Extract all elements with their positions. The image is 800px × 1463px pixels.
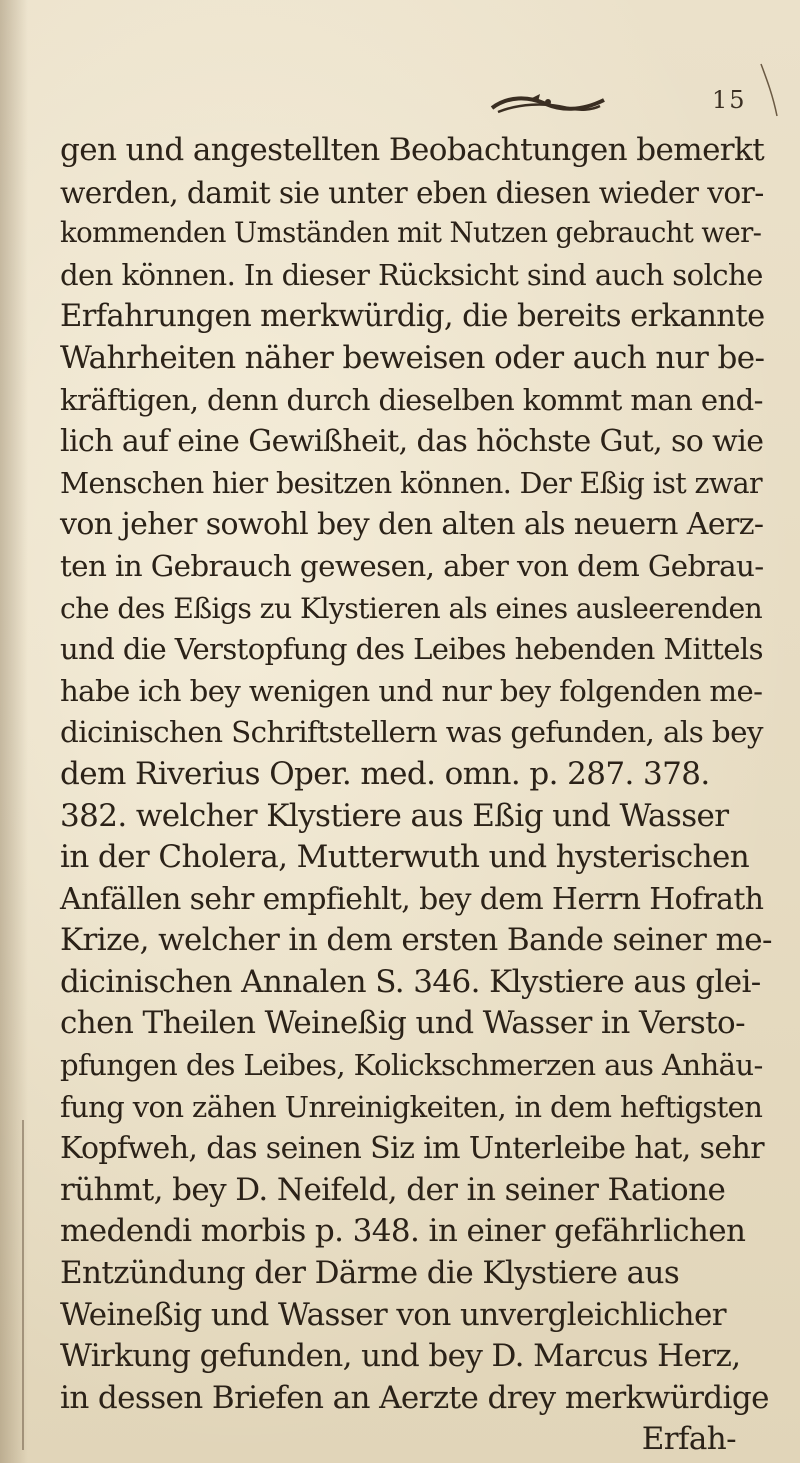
text-line: Erfahrungen merkwürdig, die bereits erkannte: [60, 299, 765, 335]
text-line: werden, damit sie unter eben diesen wieder vor-: [60, 174, 764, 210]
text-line: Menschen hier besitzen können. Der Eßig ist zwar: [60, 466, 763, 500]
text-line: chen Theilen Weineßig und Wasser in Versto-: [60, 1005, 745, 1042]
text-line: in der Cholera, Mutterwuth und hysterischen: [60, 839, 750, 876]
text-line: von jeher sowohl bey den alten als neuern Aerz-: [60, 507, 764, 543]
body-text: [60, 130, 772, 1461]
header-ornament-icon: [488, 92, 608, 118]
corner-mark-icon: [755, 60, 785, 120]
text-line: dicinischen Annalen S. 346. Klystiere aus glei-: [60, 963, 761, 1000]
text-line: che des Eßigs zu Klystieren als eines ausleerenden: [60, 591, 763, 625]
text-line: fung von zähen Unreinigkeiten, in dem heftigsten: [60, 1089, 763, 1124]
text-line: gen und angestellten Beobachtungen bemerkt: [60, 132, 765, 168]
text-line: dem Riverius Oper. med. omn. p. 287. 378.: [60, 755, 710, 792]
text-line: rühmt, bey D. Neifeld, der in seiner Ratione: [60, 1171, 726, 1208]
text-line: Entzündung der Därme die Klystiere aus: [60, 1255, 680, 1292]
text-line: medendi morbis p. 348. in einer gefährlichen: [60, 1213, 746, 1250]
text-line: in dessen Briefen an Aerzte drey merkwürdige: [60, 1379, 769, 1416]
text-line: ten in Gebrauch gewesen, aber von dem Gebrau-: [60, 548, 764, 583]
text-line: und die Verstopfung des Leibes hebenden Mittels: [60, 632, 763, 667]
text-line: habe ich bey wenigen und nur bey folgenden me-: [60, 673, 763, 708]
page-number: 15: [712, 86, 747, 114]
text-line: Anfällen sehr empfiehlt, bey dem Herrn Hofrath: [60, 881, 764, 917]
text-line: dicinischen Schriftstellern was gefunden, als bey: [60, 715, 763, 750]
text-line: kräftigen, denn durch dieselben kommt man end-: [60, 382, 763, 417]
text-line: lich auf eine Gewißheit, das höchste Gut, so wie: [60, 424, 764, 460]
text-line: Krize, welcher in dem ersten Bande seiner me-: [60, 922, 772, 959]
text-line: den können. In dieser Rücksicht sind auch solche: [60, 257, 763, 292]
text-line: Weineßig und Wasser von unvergleichlicher: [60, 1296, 727, 1333]
text-line: pfungen des Leibes, Kolickschmerzen aus Anhäu-: [60, 1048, 763, 1083]
catchword: Erfah-: [641, 1421, 736, 1458]
text-line: 382. welcher Klystiere aus Eßig und Wasser: [60, 797, 729, 834]
binding-edge: [22, 1120, 24, 1450]
text-line: Kopfweh, das seinen Siz im Unterleibe hat, sehr: [60, 1131, 764, 1167]
text-line: Wirkung gefunden, und bey D. Marcus Herz,: [60, 1338, 741, 1375]
text-line: kommenden Umständen mit Nutzen gebraucht wer-: [60, 217, 762, 250]
text-line: Wahrheiten näher beweisen oder auch nur be-: [60, 339, 765, 376]
